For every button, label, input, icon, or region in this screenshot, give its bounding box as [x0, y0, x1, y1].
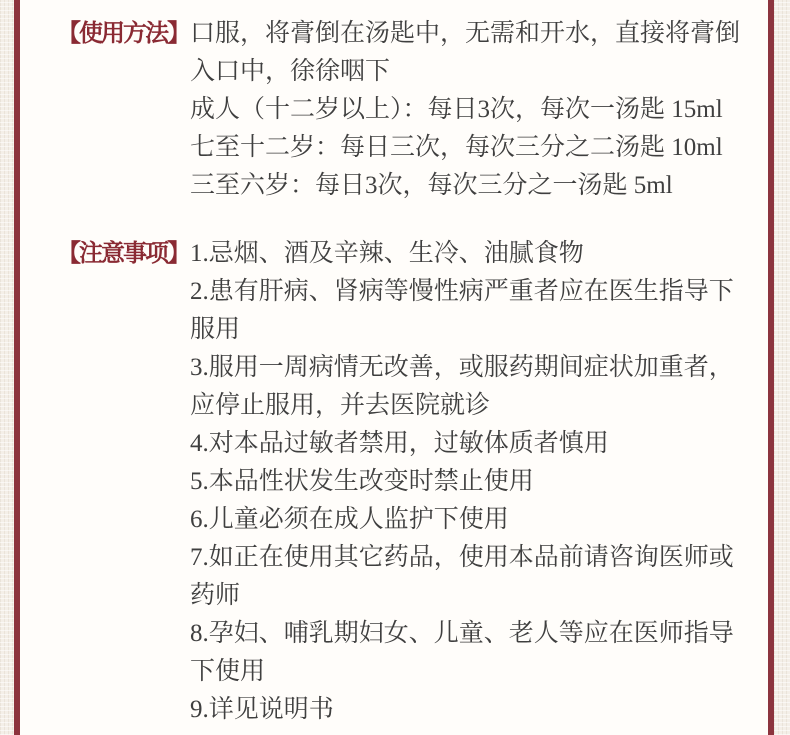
precautions-section-label: 【注意事项】	[57, 241, 189, 267]
usage-section-label: 【使用方法】	[57, 21, 189, 47]
precaution-line: 4.对本品过敏者禁用，过敏体质者慎用	[190, 430, 609, 457]
usage-line: 入口中，徐徐咽下	[190, 58, 391, 85]
precaution-line: 1.忌烟、酒及辛辣、生冷、油腻食物	[190, 240, 584, 267]
precaution-line: 8.孕妇、哺乳期妇女、儿童、老人等应在医师指导	[190, 620, 734, 647]
precaution-line: 9.详见说明书	[190, 696, 334, 723]
left-margin-texture	[0, 0, 14, 735]
precaution-line: 应停止服用，并去医院就诊	[190, 392, 491, 419]
precaution-line: 下使用	[190, 658, 266, 685]
usage-section	[57, 15, 766, 205]
usage-section-body	[190, 15, 766, 205]
precaution-line: 5.本品性状发生改变时禁止使用	[190, 468, 534, 495]
precautions-section-body	[190, 235, 766, 729]
right-margin-texture	[774, 0, 790, 735]
usage-line: 七至十二岁：每日三次，每次三分之二汤匙 10ml	[190, 134, 723, 161]
usage-line: 成人（十二岁以上）：每日3次，每次一汤匙 15ml	[190, 96, 723, 123]
precaution-line: 服用	[190, 316, 241, 343]
precaution-line: 6.儿童必须在成人监护下使用	[190, 506, 509, 533]
usage-line: 口服，将膏倒在汤匙中，无需和开水，直接将膏倒	[190, 20, 741, 47]
precaution-line: 药师	[190, 582, 241, 609]
precaution-line: 2.患有肝病、肾病等慢性病严重者应在医生指导下	[190, 278, 734, 305]
left-red-border	[14, 0, 20, 735]
precaution-line: 3.服用一周病情无改善，或服药期间症状加重者，	[190, 354, 734, 381]
precaution-line: 7.如正在使用其它药品，使用本品前请咨询医师或	[190, 544, 734, 571]
precautions-section	[57, 235, 766, 729]
instructions-content	[57, 15, 766, 729]
usage-line: 三至六岁：每日3次，每次三分之一汤匙 5ml	[190, 172, 673, 199]
